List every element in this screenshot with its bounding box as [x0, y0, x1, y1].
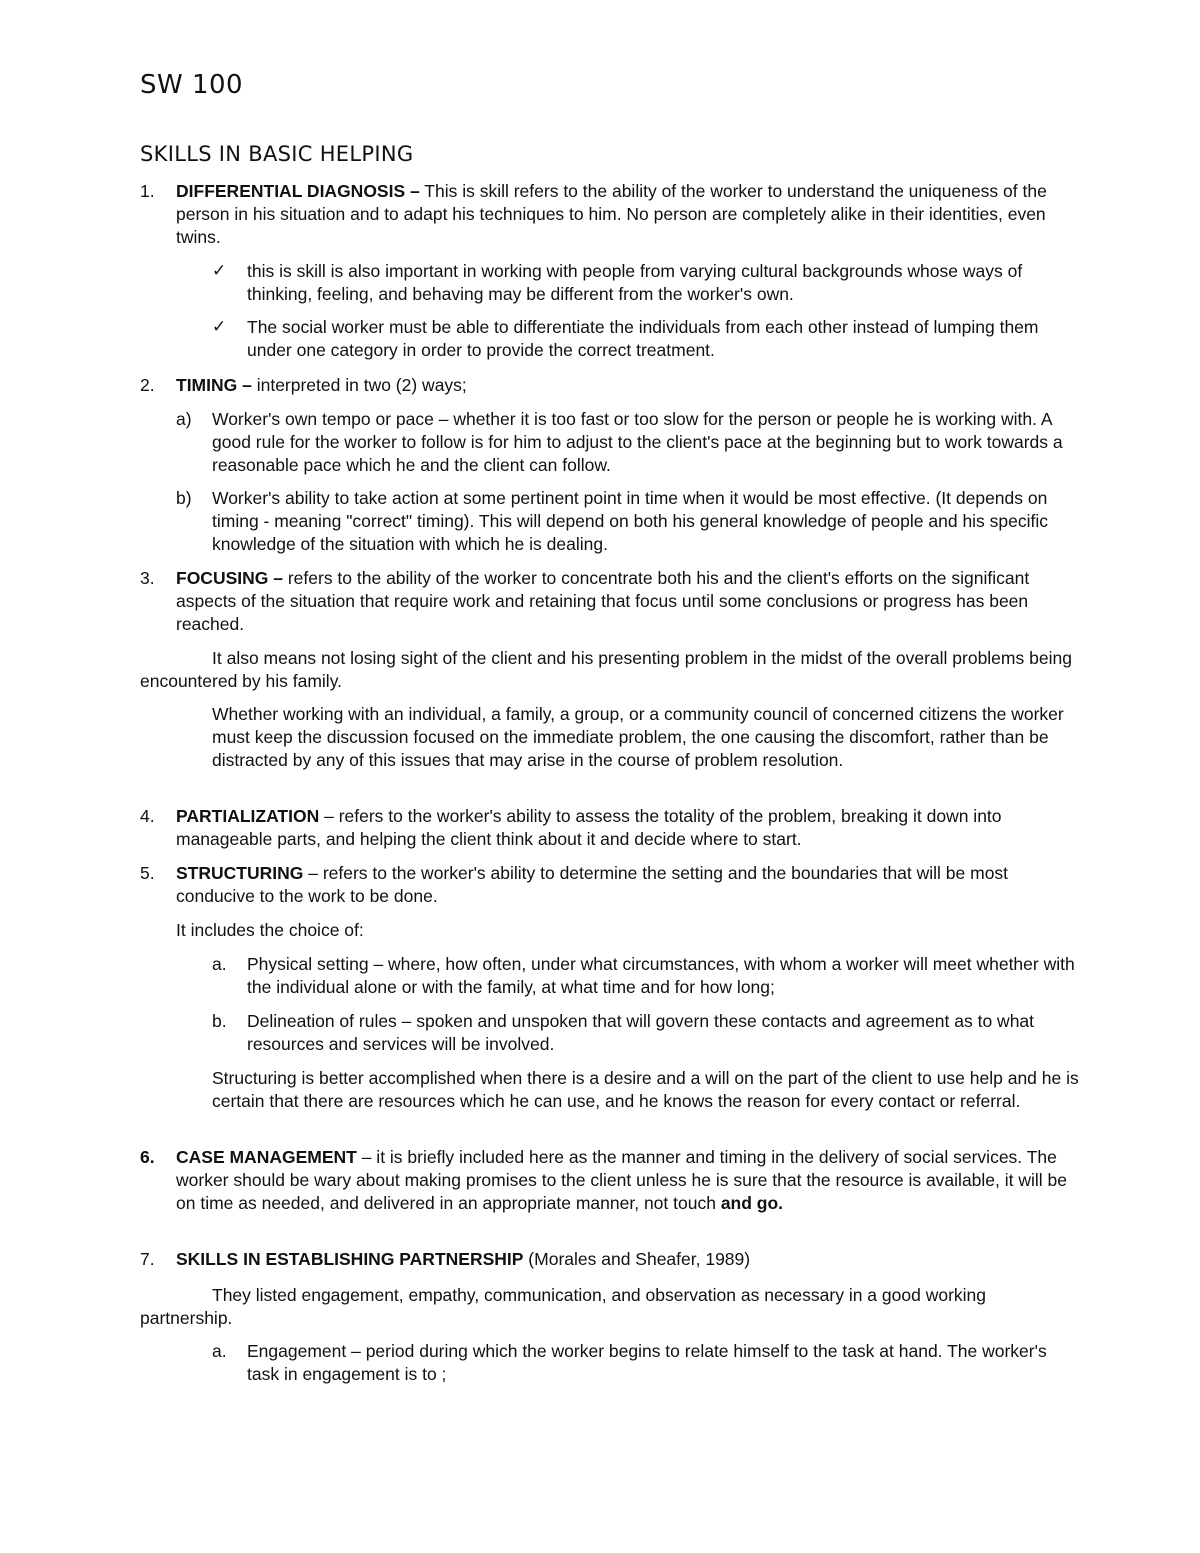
item-number: 3.	[140, 568, 155, 588]
item-text: refers to the ability of the worker to concentrate both his and the client's efforts on the significant aspects of the situation that require work and retaining that focus until some conclusions or progress has been reached.	[176, 568, 1030, 634]
focusing-paragraph-1: It also means not losing sight of the client and his presenting problem in the midst of the overall problems being encountered by his family.	[140, 648, 1072, 691]
item-number: 5.	[140, 863, 155, 883]
item-timing	[176, 374, 1076, 397]
item-term: FOCUSING –	[176, 568, 283, 588]
item-term: STRUCTURING	[176, 863, 304, 883]
item-term: CASE MANAGEMENT	[176, 1147, 357, 1167]
sub-item-label: b.	[212, 1011, 227, 1031]
structuring-closing: Structuring is better accomplished when there is a desire and a will on the part of the client to use help and he is certain that there are resources which he can use, and he knows the reason for every contact or referral.	[212, 1068, 1079, 1111]
focusing-paragraph-2: Whether working with an individual, a family, a group, or a community council of concerned citizens the worker must keep the discussion focused on the immediate problem, the one causing the discomfort, rather than be distracted by any of this issues that may arise in the course of problem resolution.	[212, 704, 1064, 770]
item-number: 4.	[140, 806, 155, 826]
item-text-bold-tail: and go.	[720, 1193, 784, 1213]
partnership-engagement: Engagement – period during which the worker begins to relate himself to the task at hand. The worker's task in engagement is to ;	[247, 1341, 1047, 1384]
item-number: 1.	[140, 181, 155, 201]
item-partialization	[176, 805, 1076, 851]
sub-item-label: b)	[176, 488, 192, 508]
item-text: interpreted in two (2) ways;	[251, 375, 467, 395]
item-focusing	[176, 567, 1076, 636]
item-term: SKILLS IN ESTABLISHING PARTNERSHIP	[176, 1249, 524, 1269]
item-differential-diagnosis	[176, 180, 1076, 249]
bullet-cultural-backgrounds: this is skill is also important in working with people from varying cultural backgrounds whose ways of thinking, feeling, and behaving may be different from the worker's own.	[247, 261, 1023, 304]
structuring-delineation-of-rules: Delineation of rules – spoken and unspoken that will govern these contacts and agreement as to what resources and services will be involved.	[247, 1011, 1035, 1054]
item-text: (Morales and Sheafer, 1989)	[523, 1249, 751, 1269]
item-number: 7.	[140, 1249, 155, 1269]
item-number: 2.	[140, 375, 155, 395]
sub-item-label: a.	[212, 954, 227, 974]
sub-item-label: a)	[176, 409, 192, 429]
check-mark-icon: ✓	[212, 261, 227, 281]
section-title: SKILLS IN BASIC HELPING	[140, 142, 414, 166]
check-mark-icon: ✓	[212, 317, 227, 337]
item-text: – it is briefly included here as the manner and timing in the delivery of social services. The worker should be wary about making promises to the client unless he is sure that the resource is available, it will be on time as needed, and delivered in an appropriate manner, not touch	[176, 1147, 1067, 1213]
course-code-heading: SW 100	[140, 70, 244, 100]
item-text: – refers to the worker's ability to assess the totality of the problem, breaking it down into manageable parts, and helping the client think about it and decide where to start.	[176, 806, 1002, 849]
structuring-physical-setting: Physical setting – where, how often, under what circumstances, with whom a worker will meet whether with the individual alone or with the family, at what time and for how long;	[247, 954, 1075, 997]
item-structuring	[176, 862, 1076, 908]
item-term: PARTIALIZATION	[176, 806, 320, 826]
item-term: DIFFERENTIAL DIAGNOSIS –	[176, 181, 420, 201]
bullet-differentiate-individuals: The social worker must be able to differentiate the individuals from each other instead of lumping them under one category in order to provide the correct treatment.	[247, 317, 1039, 360]
item-case-management	[176, 1146, 1076, 1215]
item-term: TIMING –	[176, 375, 252, 395]
timing-own-tempo: Worker's own tempo or pace – whether it is too fast or too slow for the person or people he is working with. A good rule for the worker to follow is for him to adjust to the client's pace at the beginning but to work towards a reasonable pace which he and the client can follow.	[212, 409, 1063, 475]
timing-take-action: Worker's ability to take action at some pertinent point in time when it would be most effective. (It depends on timing - meaning "correct" timing). This will depend on both his general knowledge of people and his specific knowledge of the situation with which he is dealing.	[212, 488, 1049, 554]
sub-item-label: a.	[212, 1341, 227, 1361]
item-establishing-partnership	[176, 1248, 1076, 1271]
item-text: – refers to the worker's ability to determine the setting and the boundaries that will be most conducive to the work to be done.	[176, 863, 1009, 906]
partnership-paragraph: They listed engagement, empathy, communication, and observation as necessary in a good working partnership.	[140, 1285, 986, 1328]
item-text: This is skill refers to the ability of the worker to understand the uniqueness of the person in his situation and to adapt his techniques to him. No person are completely alike in their identities, even twins.	[176, 181, 1047, 247]
structuring-includes: It includes the choice of:	[176, 920, 364, 940]
item-number: 6.	[140, 1147, 155, 1167]
